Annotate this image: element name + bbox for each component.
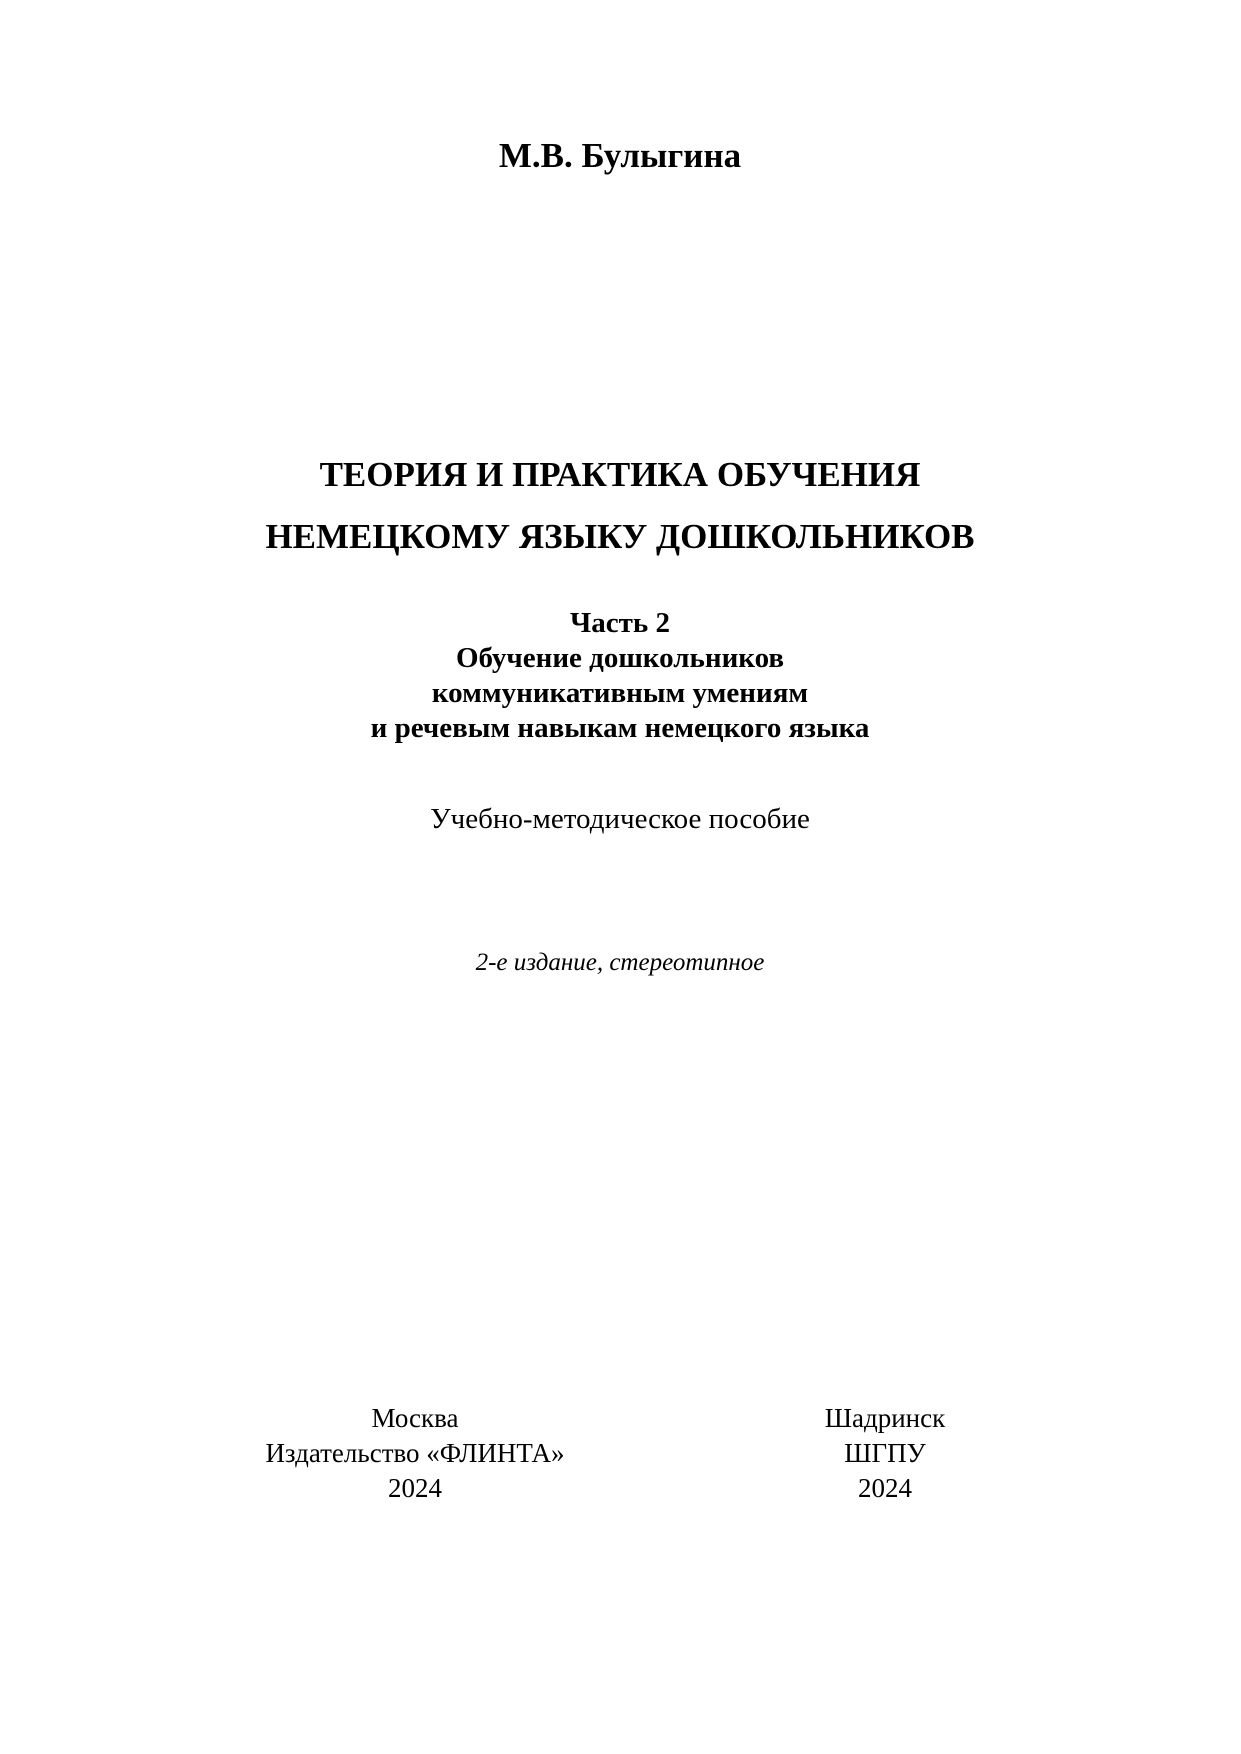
part-title-line-3: и речевым навыкам немецкого языка	[370, 712, 870, 744]
part-number: Часть 2	[570, 607, 670, 639]
part-title-line-1: Обучение дошкольников	[455, 642, 785, 674]
imprint-left-year: 2024	[388, 1473, 442, 1503]
part-title-line-2: коммуникативным умениям	[431, 677, 809, 709]
imprint-left-city: Москва	[371, 1403, 459, 1433]
imprint-right-city: Шадринск	[824, 1403, 946, 1433]
publication-genre: Учебно-методическое пособие	[430, 803, 810, 835]
book-title-line-1: ТЕОРИЯ И ПРАКТИКА ОБУЧЕНИЯ	[319, 455, 921, 494]
imprint-left-publisher: Издательство «ФЛИНТА»	[265, 1438, 565, 1468]
imprint-moscow	[230, 1401, 600, 1506]
imprint-right-year: 2024	[858, 1473, 912, 1503]
imprint-shadrinsk	[780, 1401, 990, 1506]
author-name: М.В. Булыгина	[498, 136, 742, 175]
part-heading	[120, 606, 1120, 746]
book-title-line-2: НЕМЕЦКОМУ ЯЗЫКУ ДОШКОЛЬНИКОВ	[265, 517, 975, 556]
book-title	[120, 444, 1120, 568]
imprint-right-publisher: ШГПУ	[844, 1438, 926, 1468]
edition-note: 2-е издание, стереотипное	[475, 949, 765, 976]
